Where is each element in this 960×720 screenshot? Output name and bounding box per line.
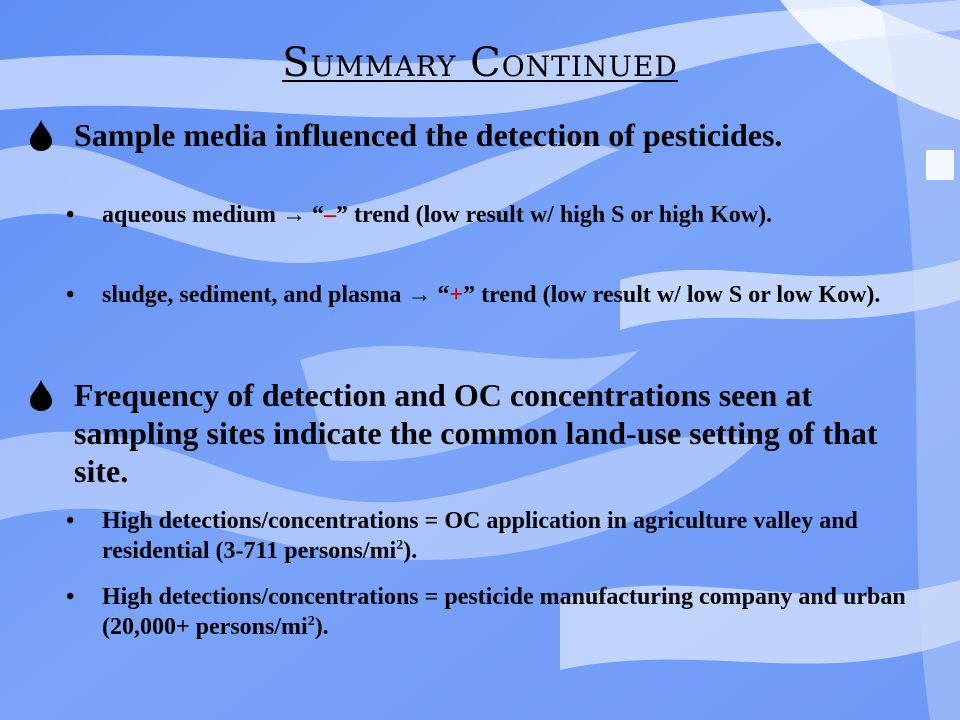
arrow-icon: →	[282, 202, 307, 228]
bullet-dot-icon: •	[66, 282, 75, 308]
bullet-heading-2	[74, 376, 934, 490]
bullet-dot-icon: •	[66, 202, 75, 228]
section-1-heading: Sample media influenced the detection of pesticides.	[74, 117, 783, 153]
bullet-heading-1	[74, 116, 934, 154]
bullet-dot-icon: •	[66, 508, 75, 534]
sub-bullet-2-1: • High detections/concentrations = OC application in agriculture valley and residential (3-711 persons/$mi^2$).	[66, 508, 858, 564]
sub-bullet-1-1: • aqueous medium → “–” trend (low result w/ high S or high Kow).	[66, 202, 773, 228]
sub-bullet-1-2: • sludge, sediment, and plasma → “+” trend (low result w/ low S or low Kow).	[66, 282, 881, 308]
arrow-icon: →	[407, 282, 432, 308]
section-2-heading: Frequency of detection and OC concentrations seen at sampling sites indicate the common land-use setting of that site.	[74, 377, 878, 489]
sub-bullet-2-2: • High detections/concentrations = pesticide manufacturing company and urban (20,000+ persons/$mi^2$).	[66, 584, 906, 640]
plus-symbol: +	[449, 282, 464, 308]
bullet-dot-icon: •	[66, 584, 75, 610]
teardrop-bullet-icon	[28, 378, 54, 412]
slide-title: Summary Continued	[282, 40, 678, 86]
minus-symbol: –	[324, 202, 337, 228]
teardrop-bullet-icon	[28, 118, 54, 152]
